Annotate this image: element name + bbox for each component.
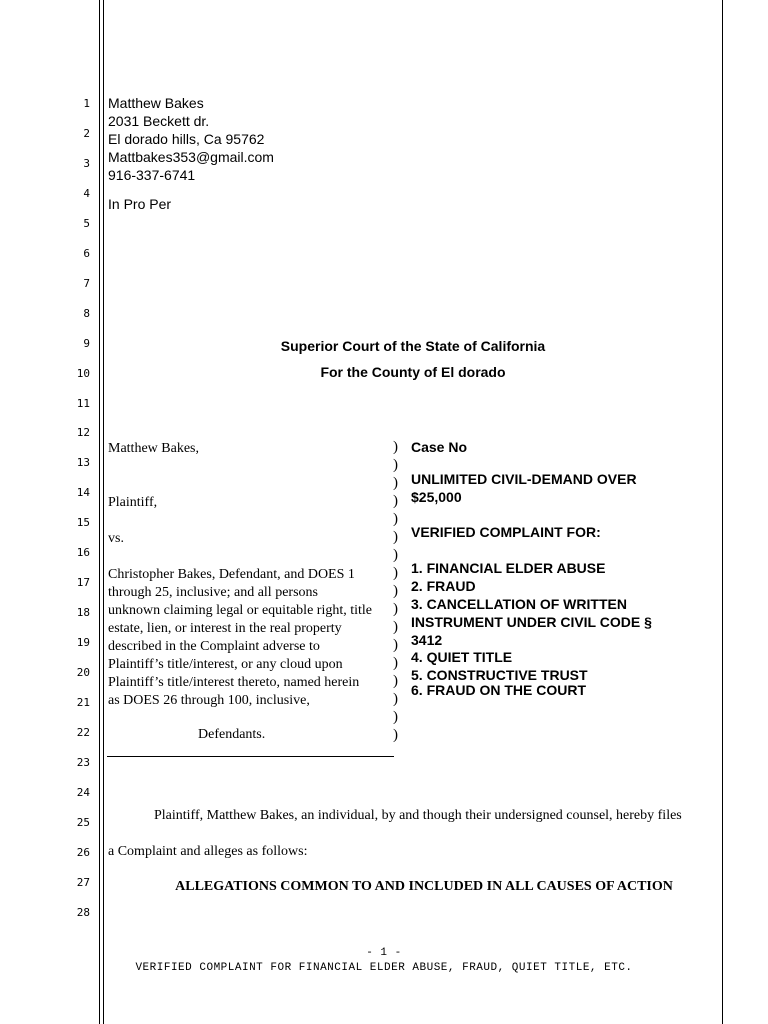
- versus: vs.: [108, 531, 124, 546]
- line-number: 19: [76, 636, 90, 649]
- caption-paren: ): [393, 619, 398, 635]
- demand-line-1: UNLIMITED CIVIL-DEMAND OVER: [411, 471, 637, 487]
- line-number: 5: [83, 217, 90, 230]
- cause-of-action: 1. FINANCIAL ELDER ABUSE: [411, 560, 606, 576]
- line-number: 26: [76, 846, 90, 859]
- defendants-line: as DOES 26 through 100, inclusive,: [108, 693, 310, 708]
- line-number: 12: [76, 426, 90, 439]
- cause-of-action: 6. FRAUD ON THE COURT: [411, 682, 586, 698]
- line-number: 21: [76, 696, 90, 709]
- plaintiff-name: Matthew Bakes,: [108, 441, 199, 456]
- line-number: 15: [76, 516, 90, 529]
- defendants-line: unknown claiming legal or equitable right, title: [108, 603, 372, 618]
- intro-paragraph-line-1: Plaintiff, Matthew Bakes, an individual, by and though their undersigned counsel, hereby files: [154, 808, 682, 823]
- line-number: 23: [76, 756, 90, 769]
- line-number: 10: [76, 367, 90, 380]
- caption-paren: ): [393, 493, 398, 509]
- caption-paren: ): [393, 655, 398, 671]
- line-number: 28: [76, 906, 90, 919]
- plaintiff-label: Plaintiff,: [108, 495, 158, 510]
- page-number: - 1 -: [366, 947, 402, 959]
- line-number: 6: [83, 247, 90, 260]
- attorney-status: In Pro Per: [108, 196, 172, 212]
- attorney-street: 2031 Beckett dr.: [108, 113, 210, 129]
- defendants-label: Defendants.: [198, 727, 266, 742]
- line-number: 2: [83, 127, 90, 140]
- caption-paren: ): [393, 565, 398, 581]
- line-number: 27: [76, 876, 90, 889]
- attorney-name: Matthew Bakes: [108, 95, 204, 111]
- line-number: 1: [83, 97, 90, 110]
- line-number: 18: [76, 606, 90, 619]
- caption-paren: ): [393, 673, 398, 689]
- line-number: 13: [76, 456, 90, 469]
- caption-paren: ): [393, 583, 398, 599]
- attorney-phone: 916-337-6741: [108, 167, 196, 183]
- caption-paren: ): [393, 691, 398, 707]
- defendants-line: described in the Complaint adverse to: [108, 639, 320, 654]
- cause-of-action: 5. CONSTRUCTIVE TRUST: [411, 667, 588, 683]
- attorney-email: Mattbakes353@gmail.com: [108, 149, 274, 165]
- caption-paren: ): [393, 637, 398, 653]
- court-county: For the County of El dorado: [320, 364, 506, 380]
- caption-paren: ): [393, 439, 398, 455]
- caption-paren: ): [393, 475, 398, 491]
- cause-of-action: 3. CANCELLATION OF WRITTEN: [411, 596, 627, 612]
- left-margin-line-outer: [99, 0, 100, 1024]
- line-number: 4: [83, 187, 90, 200]
- case-number-label: Case No: [411, 439, 468, 455]
- footer-title: VERIFIED COMPLAINT FOR FINANCIAL ELDER ABUSE, FRAUD, QUIET TITLE, ETC.: [135, 962, 633, 974]
- line-number: 11: [76, 397, 90, 410]
- court-name: Superior Court of the State of California: [280, 338, 546, 354]
- cause-of-action: 4. QUIET TITLE: [411, 649, 513, 665]
- caption-paren: ): [393, 709, 398, 725]
- caption-paren: ): [393, 457, 398, 473]
- demand-line-2: $25,000: [411, 489, 462, 505]
- caption-paren: ): [393, 529, 398, 545]
- defendants-line: Plaintiff’s title/interest thereto, named herein: [108, 675, 360, 690]
- line-number: 20: [76, 666, 90, 679]
- line-number: 24: [76, 786, 90, 799]
- line-number: 17: [76, 576, 90, 589]
- cause-of-action: 2. FRAUD: [411, 578, 476, 594]
- defendants-line: Plaintiff’s title/interest, or any cloud upon: [108, 657, 343, 672]
- caption-paren: ): [393, 601, 398, 617]
- allegations-heading: ALLEGATIONS COMMON TO AND INCLUDED IN ALL CAUSES OF ACTION: [175, 879, 673, 894]
- right-margin-line: [722, 0, 723, 1024]
- cause-of-action: 3412: [411, 632, 443, 648]
- caption-paren: ): [393, 727, 398, 743]
- defendants-line: estate, lien, or interest in the real property: [108, 621, 342, 636]
- line-number: 14: [76, 486, 90, 499]
- defendants-line: through 25, inclusive; and all persons: [108, 585, 318, 600]
- left-margin-line-inner: [103, 0, 104, 1024]
- line-number: 9: [83, 337, 90, 350]
- caption-paren: ): [393, 511, 398, 527]
- line-number: 16: [76, 546, 90, 559]
- cause-of-action: INSTRUMENT UNDER CIVIL CODE §: [411, 614, 652, 630]
- attorney-city: El dorado hills, Ca 95762: [108, 131, 265, 147]
- defendants-line: Christopher Bakes, Defendant, and DOES 1: [108, 567, 355, 582]
- line-number: 8: [83, 307, 90, 320]
- line-number: 25: [76, 816, 90, 829]
- complaint-for-label: VERIFIED COMPLAINT FOR:: [411, 524, 601, 540]
- line-number: 3: [83, 157, 90, 170]
- intro-paragraph-line-2: a Complaint and alleges as follows:: [108, 844, 308, 859]
- line-number: 22: [76, 726, 90, 739]
- line-number: 7: [83, 277, 90, 290]
- caption-paren: ): [393, 547, 398, 563]
- caption-underline: [107, 756, 394, 757]
